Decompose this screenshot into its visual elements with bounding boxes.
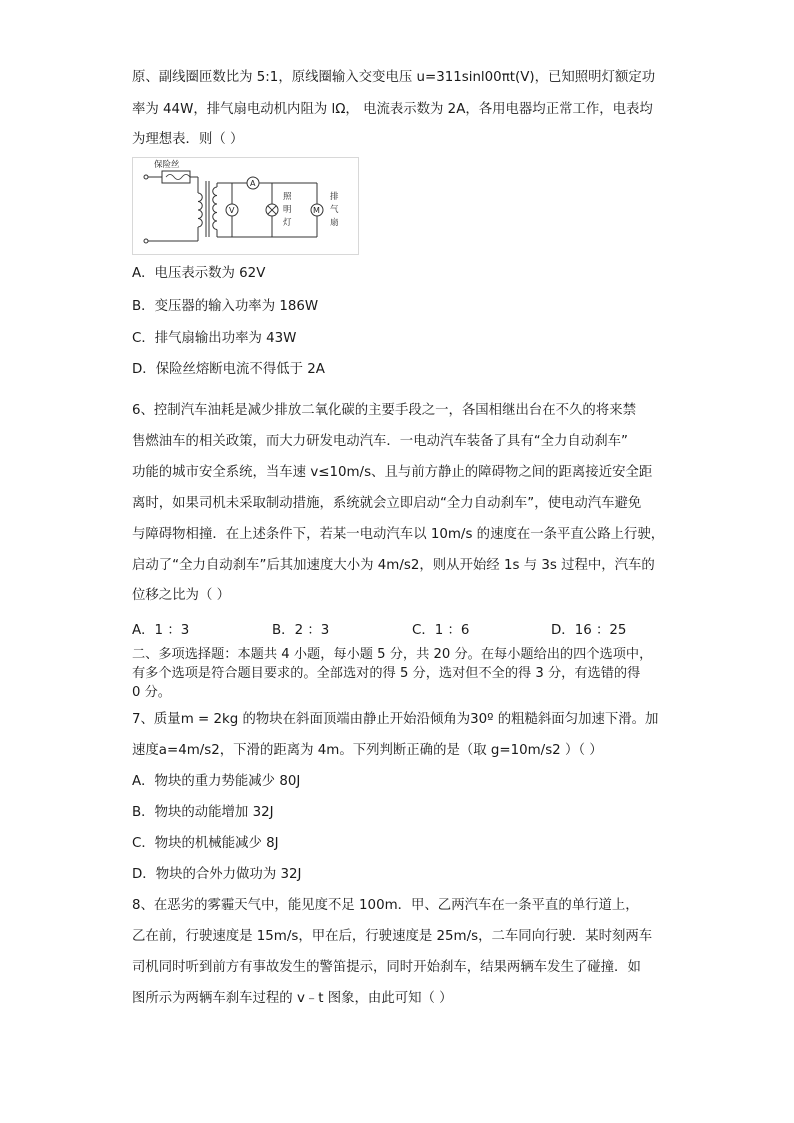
q7-option-b: B．物块的动能增加 32J [132,805,274,820]
q7-option-d: D．物块的合外力做功为 32J [132,867,302,882]
q6-line-3: 功能的城市安全系统，当车速 v≤10m/s、且与前方静止的障碍物之间的距离接近安全距 [132,465,653,480]
q6-line-5: 与障碍物相撞．在上述条件下，若某一电动汽车以 10m/s 的速度在一条平直公路上行驶， [132,527,665,542]
q8-line-1: 8、在恶劣的雾霾天气中，能见度不足 100m．甲、乙两汽车在一条平直的单行道上， [132,898,639,913]
motor-label: M [313,206,320,215]
transformer-circuit-diagram [132,157,359,255]
q6-line-7: 位移之比为（ ） [132,588,230,603]
q7-option-a: A．物块的重力势能减少 80J [132,774,301,789]
q6-line-6: 启动了“全力自动刹车”后其加速度大小为 4m/s2，则从开始经 1s 与 3s 过程中，汽车的 [132,558,655,573]
section2-line-2: 有多个选项是符合题目要求的。全部选对的得 5 分，选对但不全的得 3 分，有选错的得 [132,666,641,681]
q5-line-1: 原、副线圈匝数比为 5:1，原线圈输入交变电压 u=311sinl00πt(V)，已知照明灯额定功 [132,70,656,85]
q8-line-4: 图所示为两辆车刹车过程的 v﹣t 图象，由此可知（ ） [132,991,453,1006]
q5-option-d: D．保险丝熔断电流不得低于 2A [132,362,325,377]
lamp-label-2: 明 [283,205,292,215]
q5-option-c: C．排气扇输出功率为 43W [132,331,297,346]
section2-line-3: 0 分。 [132,685,171,700]
q6-line-4: 离时，如果司机未采取制动措施，系统就会立即启动“全力自动刹车”，使电动汽车避免 [132,496,642,511]
q6-line-2: 售燃油车的相关政策，而大力研发电动汽车．一电动汽车装备了具有“全力自动刹车” [132,434,628,449]
fan-label-2: 气 [330,205,339,215]
q7-option-c: C．物块的机械能减少 8J [132,836,279,851]
q6-option-a: A．1 ：3 [132,623,190,638]
voltmeter-label: V [229,206,235,215]
q7-line-1: 7、质量m = 2kg 的物块在斜面顶端由静止开始沿倾角为30º 的粗糙斜面匀加速下滑。加 [132,712,659,727]
lamp-label-3: 灯 [283,218,292,228]
q8-line-3: 司机同时听到前方有事故发生的警笛提示，同时开始刹车，结果两辆车发生了碰撞．如 [132,960,641,975]
q6-option-d: D．16 ：25 [551,623,627,638]
section2-line-1: 二、多项选择题：本题共 4 小题，每小题 5 分，共 20 分。在每小题给出的四个选项中， [132,647,653,662]
q6-line-1: 6、控制汽车油耗是减少排放二氧化碳的主要手段之一，各国相继出台在不久的将来禁 [132,403,636,418]
q5-line-3: 为理想表．则（ ） [132,132,244,147]
lamp-label-1: 照 [283,192,292,202]
q5-line-2: 率为 44W，排气扇电动机内阻为 lΩ， 电流表示数为 2A，各用电器均正常工作，电表均 [132,102,653,117]
q7-line-2: 速度a=4m/s2，下滑的距离为 4m。下列判断正确的是（取 g=10m/s2 ）（ ） [132,743,603,758]
q5-option-a: A．电压表示数为 62V [132,266,266,281]
fan-label-3: 扇 [330,218,339,228]
q6-option-b: B．2 ：3 [272,623,330,638]
q5-option-b: B．变压器的输入功率为 186W [132,299,319,314]
fuse-label: 保险丝 [154,160,180,170]
q6-option-c: C．1 ：6 [412,623,470,638]
fan-label-1: 排 [330,192,339,202]
ammeter-label: A [250,179,256,188]
q8-line-2: 乙在前，行驶速度是 15m/s，甲在后，行驶速度是 25m/s，二车同向行驶．某时刻两车 [132,929,653,944]
